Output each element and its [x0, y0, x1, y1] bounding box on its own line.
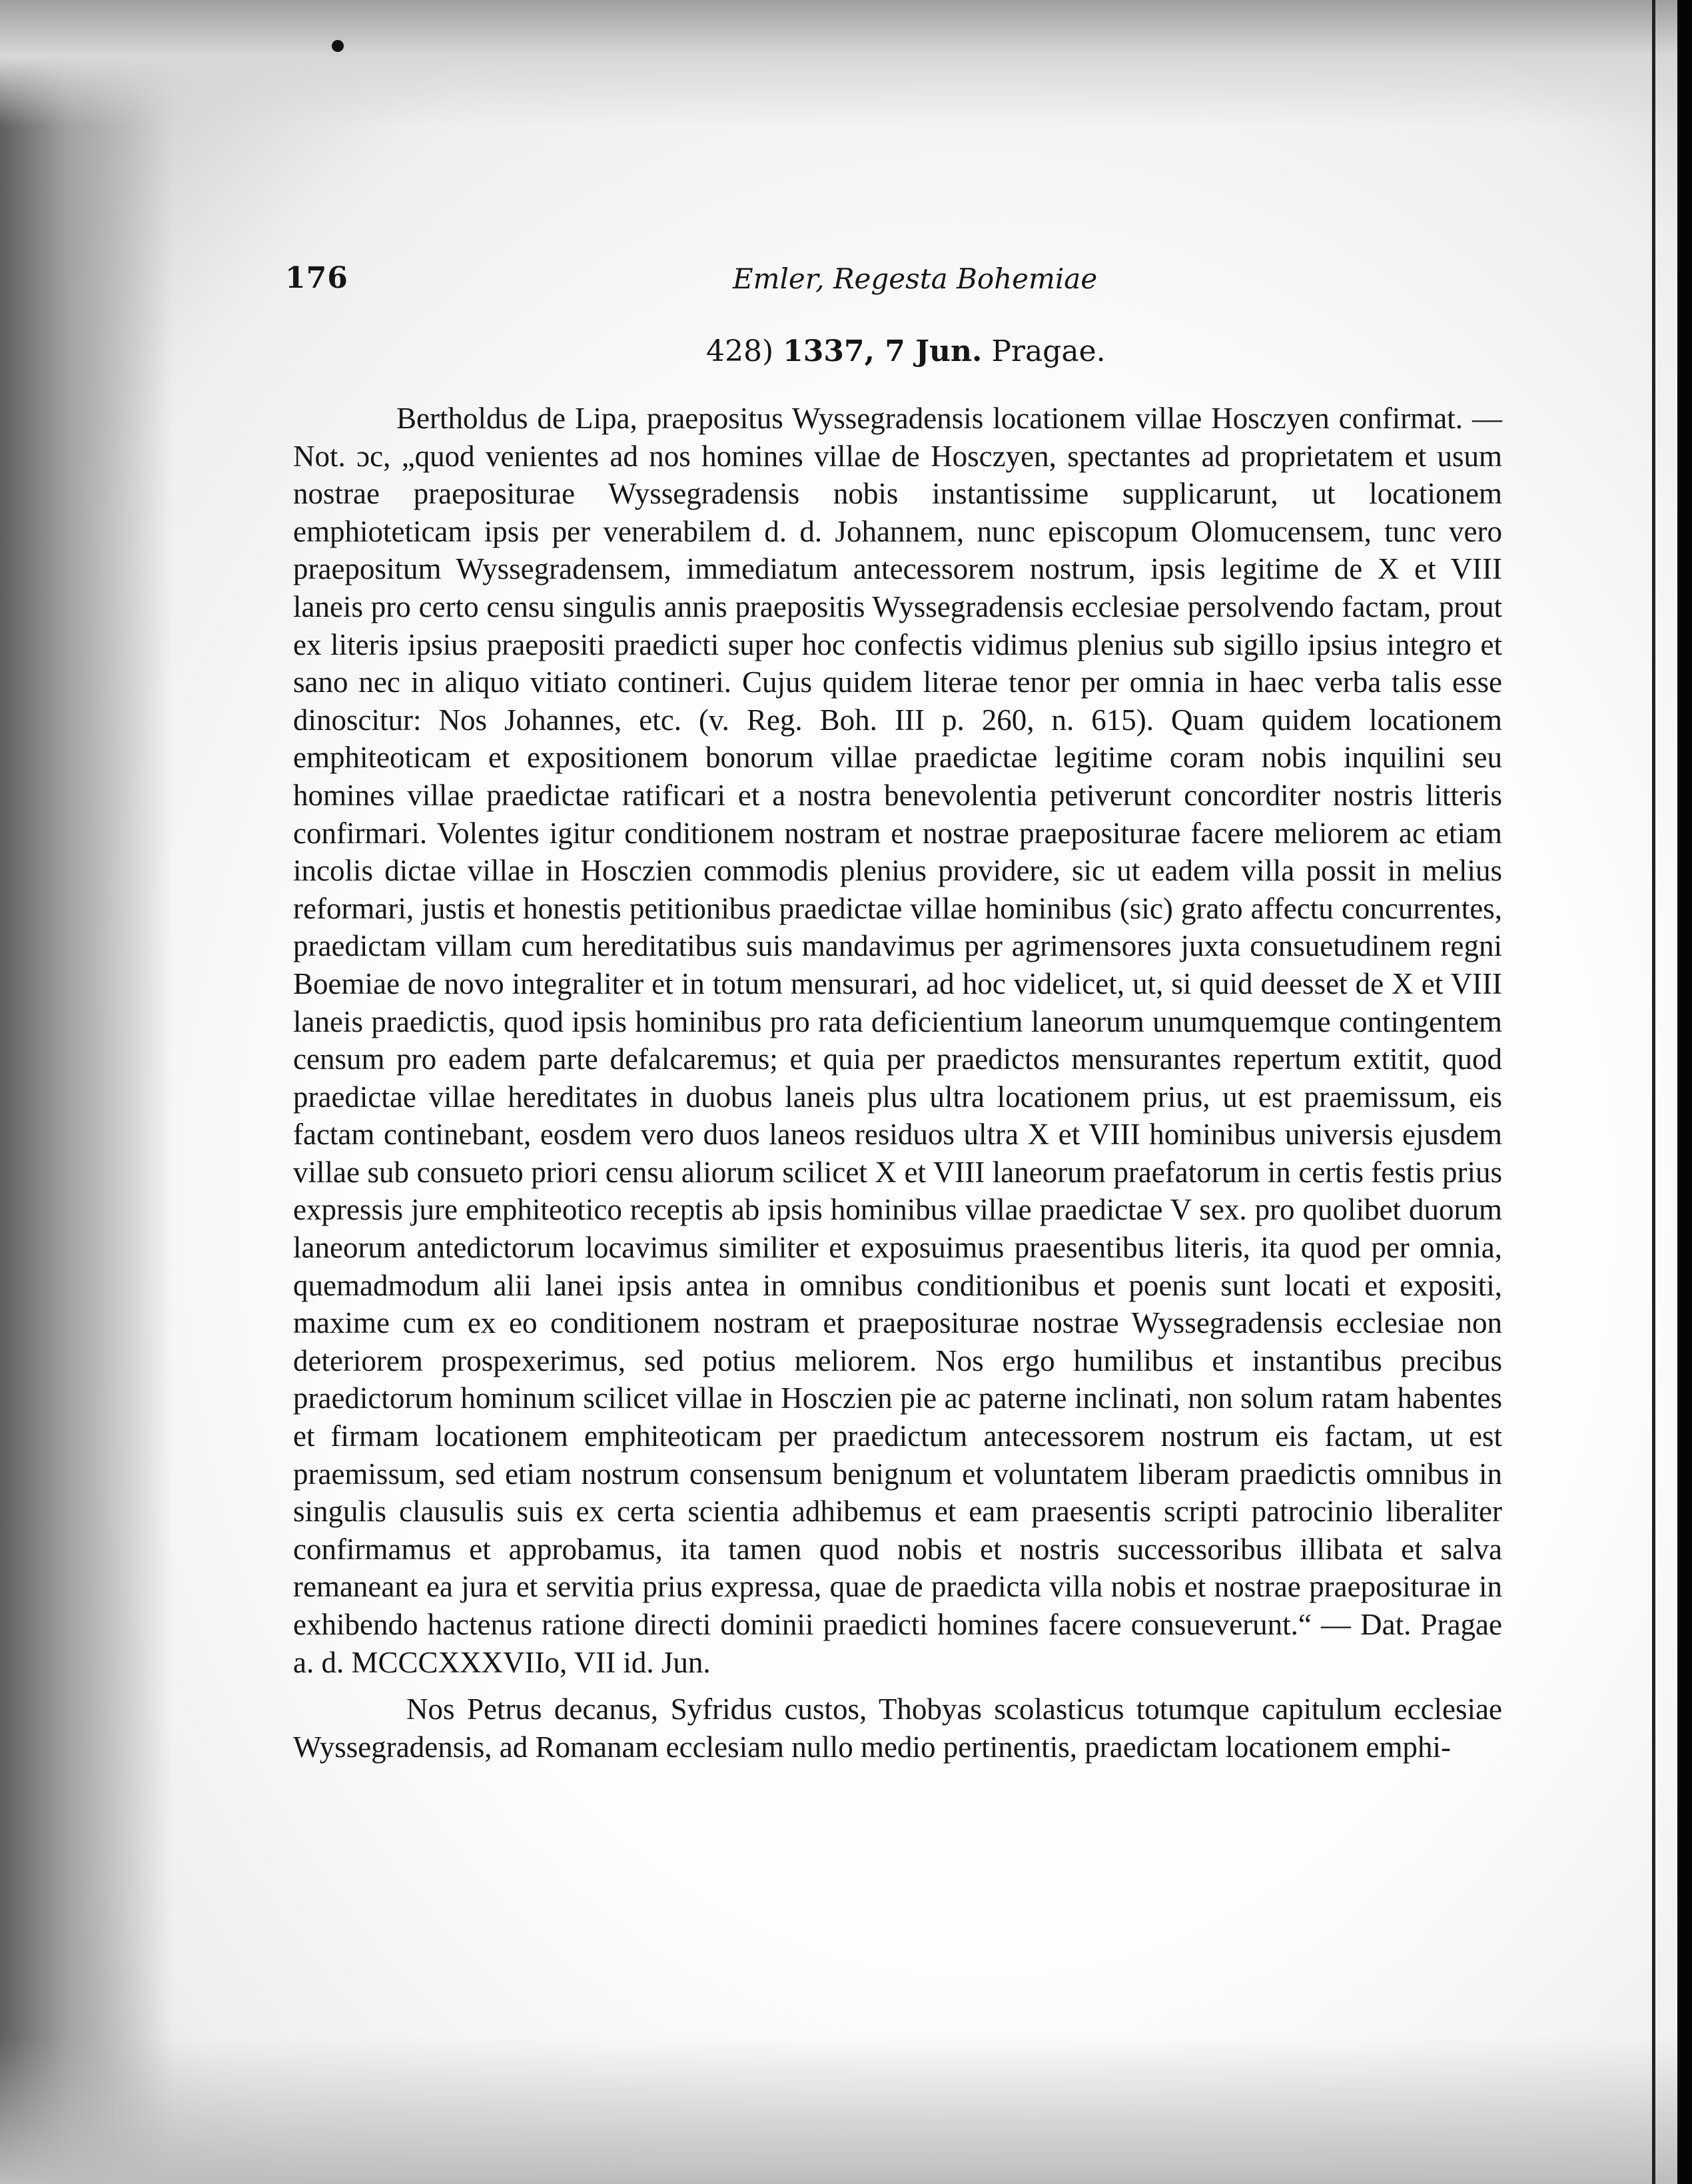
entry-date: 1337, 7 Jun. [783, 334, 983, 368]
summary-sentence: Bertholdus de Lipa, praepositus Wyssegradensis locationem villae Hosczyen confirmat. [396, 402, 1463, 435]
ink-spot [332, 40, 344, 52]
charter-text: — Not. ɔc, „quod venientes ad nos homines villae de Hosczyen, spectantes ad proprietatem et usum nostrae praepositurae Wyssegradensis nobis instantissime supplicarunt, ut locationem emphioteticam ipsis per venerabilem d. d. Johannem, nunc episcopum Olomucensem, tunc vero praepositum Wyssegradensem, immediatum antecessorem nostrum, ipsis legitime de X et VIII laneis pro certo censu singulis annis praepositis Wyssegradensis ecclesiae persolvendo factam, prout ex literis ipsius praepositi praedicti super hoc confectis vidimus plenius sub sigillo ipsius integro et sano nec in aliquo vitiato contineri. Cujus quidem literae tenor per omnia in haec verba talis esse dinoscitur: Nos Johannes, etc. (v. Reg. Boh. III p. 260, n. 615). Quam quidem locationem emphiteoticam et expositionem bonorum villae praedictae legitime coram nobis inquilini seu homines villae praedictae ratificari et a nostra benevolentia petiverunt concorditer nostris litteris confirmari. Volentes igitur conditionem nostram et nostrae praepositurae facere meliorem ac etiam incolis dictae villae in Hosczien commodis plenius providere, sic ut eadem villa possit in melius reformari, justis et honestis petitionibus praedictae villae hominibus (sic) grato affectu concurrentes, praedictam villam cum hereditatibus suis mandavimus per agrimensores juxta consuetudinem regni Boemiae de novo integraliter et in totum mensurari, ad hoc videlicet, ut, si quid deesset de X et VIII laneis praedictis, quod ipsis hominibus pro rata deficientium laneorum unumquemque contingentem censum pro eadem parte defalcaremus; et quia per praedictos mensurantes repertum extitit, quod praedictae villae hereditates in duobus laneis plus ultra locationem prius, ut est praemissum, eis factam continebant, eosdem vero duos laneos residuos ultra X et VIII hominibus universis ejusdem villae sub consueto priori censu aliorum scilicet X et VIII laneorum praefatorum in certis festis prius expressis jure emphiteotico receptis ab ipsis hominibus villae praedictae V sex. pro quolibet duorum laneorum antedictorum locavimus similiter et exposuimus praesentibus literis, ita quod per omnia, quemadmodum alii lanei ipsis antea in omnibus conditionibus et poenis sunt locati et expositi, maxime cum ex eo conditionem nostram et praepositurae nostrae Wyssegradensis ecclesiae non deteriorem prospexerimus, sed potius meliorem. Nos ergo humilibus et instantibus precibus praedictorum hominum scilicet villae in Hosczien pie ac paterne inclinati, non solum ratam habentes et firmam locationem emphiteoticam per praedictum antecessorem nostrum eis factam, ut est praemissum, sed etiam nostrum consensum benignum et voluntatem liberam praedictis omnibus in singulis clausulis suis ex certa scientia adhibemus et eam praesentis scripti patrocinio liberaliter confirmamus et approbamus, ita tamen quod nobis et nostris successoribus illibata et salva remaneant ea jura et servitia prius expressa, quae de praedicta villa nobis et nostrae praepositurae in exhibendo hactenus ratione directi dominii praedicti homines facere consueverunt.“ — Dat. Pragae a. d. MCCCXXXVIIo, VII id. Jun. [293, 402, 1503, 1679]
bottom-scan-shadow [0, 2037, 1692, 2184]
entry-number: 428) [706, 334, 774, 368]
top-scan-shadow [0, 0, 1692, 127]
page-edge-line [1652, 0, 1655, 2184]
page-number: 176 [285, 261, 348, 295]
scan-border [1677, 0, 1692, 2184]
entry-heading [706, 334, 1106, 368]
running-head: Emler, Regesta Bohemiae [733, 262, 1098, 295]
left-scan-shadow [0, 0, 173, 2184]
body-paragraph [293, 400, 1502, 1681]
entry-place: Pragae. [991, 334, 1106, 368]
document-body [293, 400, 1502, 1766]
second-paragraph: Nos Petrus decanus, Syfridus custos, Thobyas scolasticus totumque capitulum ecclesiae Wyssegradensis, ad Romanam ecclesiam nullo medio pertinentis, praedictam locationem emphi- [293, 1692, 1502, 1764]
